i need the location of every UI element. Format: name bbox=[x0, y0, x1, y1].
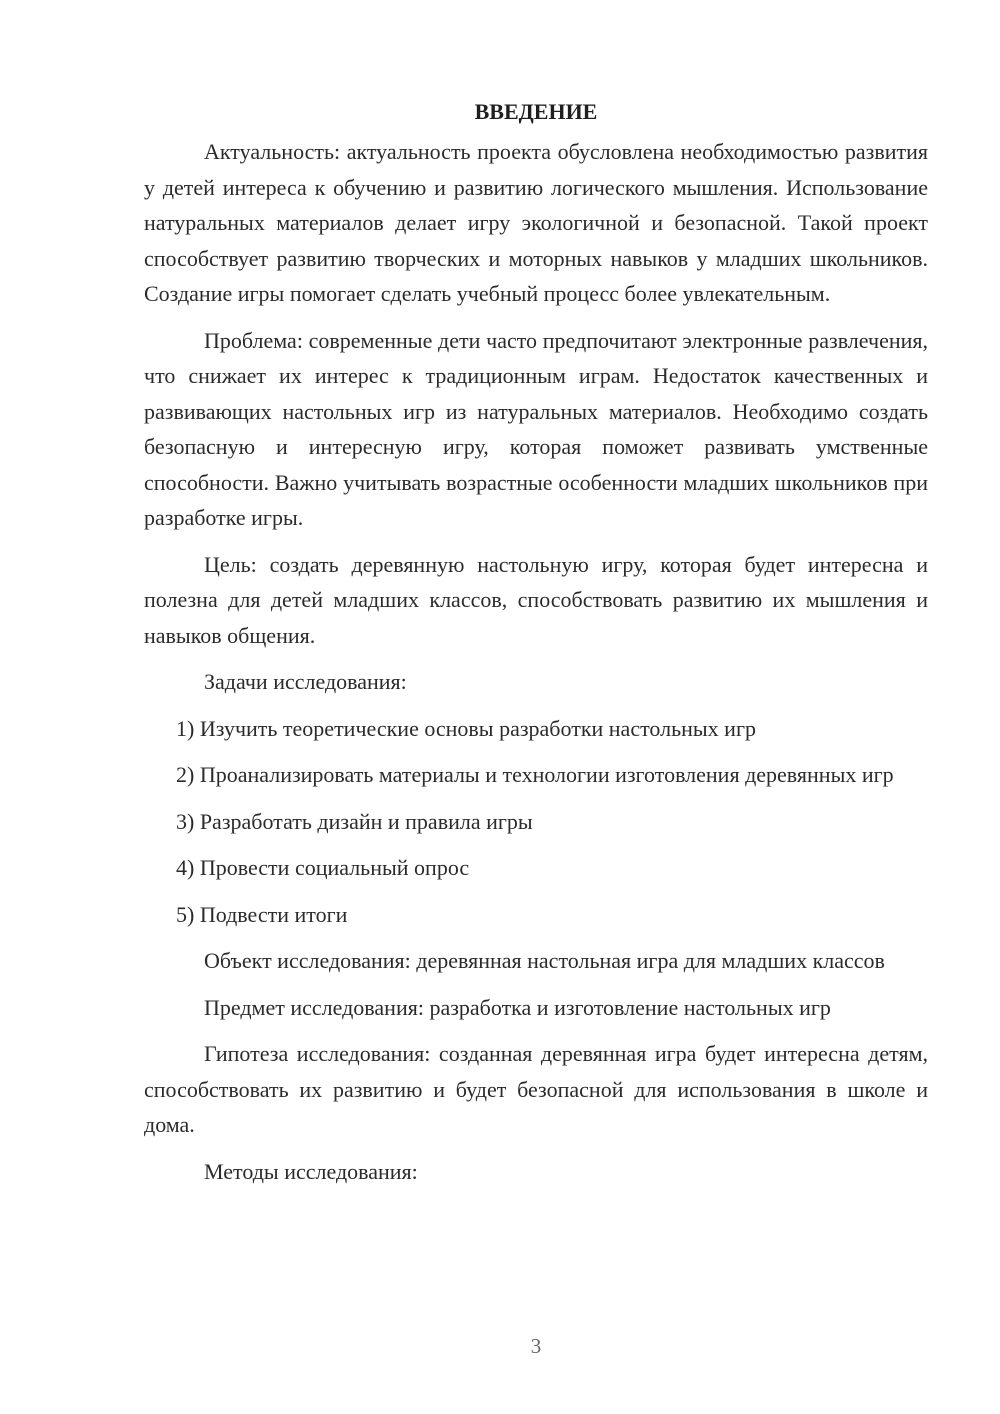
task-item: 5) Подвести итоги bbox=[176, 901, 348, 927]
task-item: 2) Проанализировать материалы и технологии изготовления деревянных игр bbox=[176, 762, 894, 787]
methods-heading: Методы исследования: bbox=[204, 1158, 418, 1184]
tasks-heading: Задачи исследования: bbox=[204, 669, 407, 694]
page-content bbox=[144, 94, 928, 1200]
task-item: 4) Провести социальный опрос bbox=[176, 855, 470, 880]
relevance-paragraph: Актуальность: актуальность проекта обусловлена необходимостью развития у детей интереса к обучению и развитию логического мышления. Использование натуральных материалов делает игру экологичной и безопасной. Такой проект способствует развитию творческих и моторных навыков у младших школьников. Создание игры помогает сделать учебный процесс более увлекательным. bbox=[144, 139, 928, 306]
page-number: 3 bbox=[530, 1334, 542, 1358]
hypothesis-paragraph: Гипотеза исследования: созданная деревянная игра будет интересна детям, способствовать их развитию и будет безопасной для использования в школе и дома. bbox=[144, 1041, 928, 1137]
task-item: 3) Разработать дизайн и правила игры bbox=[176, 808, 533, 834]
object-paragraph: Объект исследования: деревянная настольная игра для младших классов bbox=[204, 948, 885, 973]
section-title: ВВЕДЕНИЕ bbox=[474, 99, 598, 124]
subject-paragraph: Предмет исследования: разработка и изготовление настольных игр bbox=[204, 994, 831, 1020]
problem-paragraph: Проблема: современные дети часто предпочитают электронные развлечения, что снижает их интерес к традиционным играм. Недостаток качественных и развивающих настольных игр из натуральных материалов. Необходимо создать безопасную и интересную игру, которая поможет развивать умственные способности. Важно учитывать возрастные особенности младших школьников при разработке игры. bbox=[144, 327, 928, 530]
task-item: 1) Изучить теоретические основы разработки настольных игр bbox=[176, 715, 756, 741]
goal-paragraph: Цель: создать деревянную настольную игру, которая будет интересна и полезна для детей младших классов, способствовать развитию их мышления и навыков общения. bbox=[144, 551, 928, 648]
